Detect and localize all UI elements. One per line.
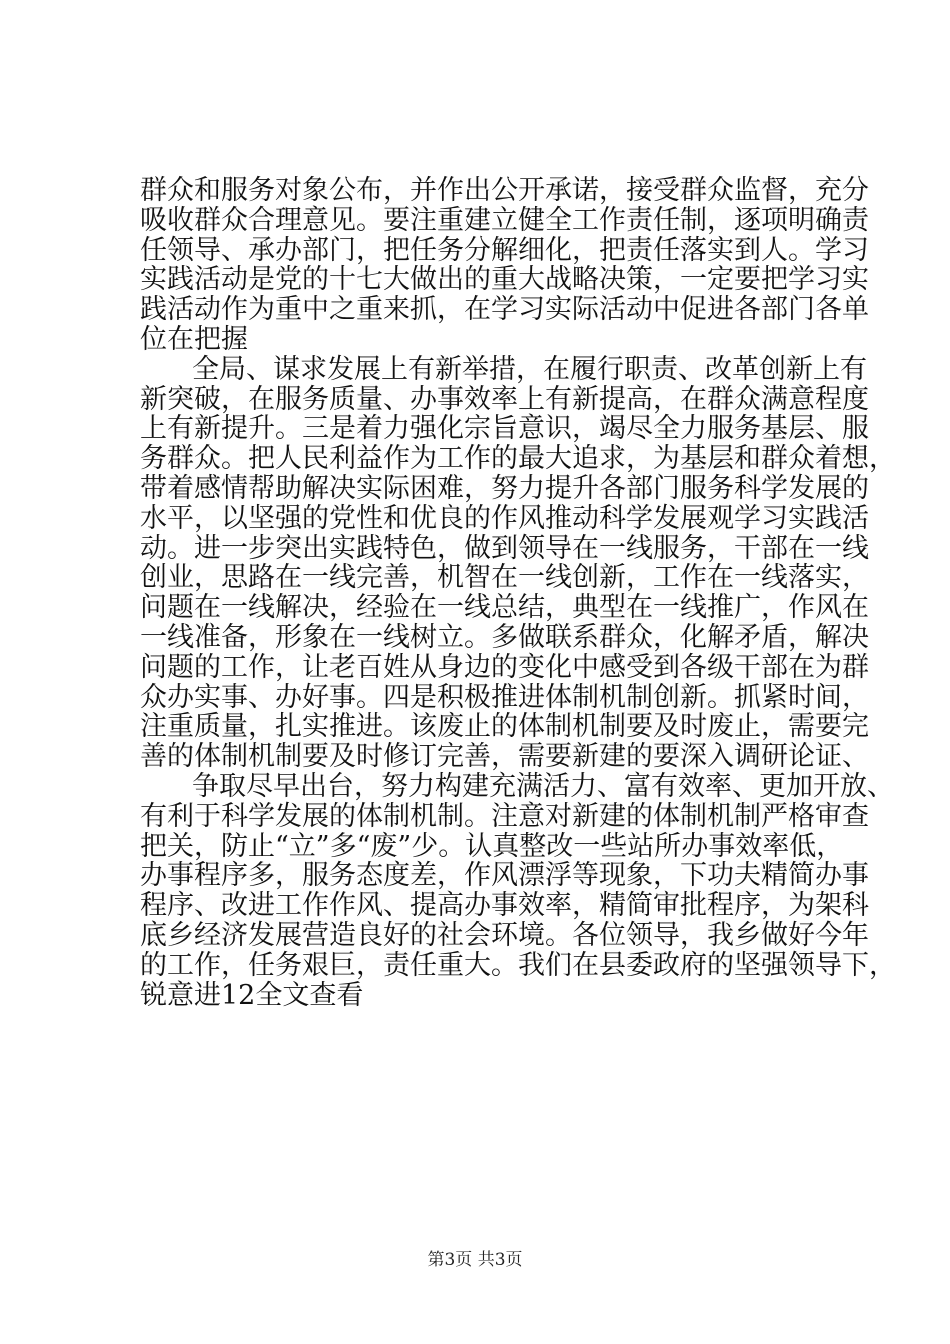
text-line: 动。进一步突出实践特色，做到领导在一线服务，干部在一线 [140, 532, 869, 564]
text-line: 践活动作为重中之重来抓，在学习实际活动中促进各部门各单 [140, 294, 869, 326]
document-body [140, 175, 896, 1011]
text-line: 带着感情帮助解决实际困难，努力提升各部门服务科学发展的 [140, 472, 869, 504]
text-line: 底乡经济发展营造良好的社会环境。各位领导，我乡做好今年 [140, 919, 869, 951]
text-line: 上有新提升。三是着力强化宗旨意识，竭尽全力服务基层、服 [140, 413, 869, 445]
text-line: 群众和服务对象公布，并作出公开承诺，接受群众监督，充分 [140, 175, 869, 206]
text-line: 实践活动是党的十七大做出的重大战略决策，一定要把学习实 [140, 264, 869, 296]
text-line: 注重质量，扎实推进。该废止的体制机制要及时废止，需要完 [140, 711, 869, 743]
text-line: 任领导、承办部门，把任务分解细化，把责任落实到人。学习 [140, 234, 869, 266]
text-line: 有利于科学发展的体制机制。注意对新建的体制机制严格审查 [140, 800, 869, 832]
text-line: 新突破，在服务质量、办事效率上有新提高，在群众满意程度 [140, 383, 869, 415]
text-line: 水平，以坚强的党性和优良的作风推动科学发展观学习实践活 [140, 502, 869, 534]
text-line: 创业，思路在一线完善，机智在一线创新，工作在一线落实， [140, 562, 869, 594]
paragraph [140, 175, 869, 355]
text-line: 把关，防止“立”多“废”少。认真整改一些站所办事效率低， [140, 830, 844, 862]
text-line: 一线准备，形象在一线树立。多做联系群众，化解矛盾，解决 [140, 621, 869, 653]
text-line: 争取尽早出台，努力构建充满活力、富有效率、更加开放、 [192, 770, 894, 802]
text-line: 锐意进12全文查看 [140, 979, 364, 1011]
text-line: 位在把握 [140, 323, 248, 355]
text-line: 善的体制机制要及时修订完善，需要新建的要深入调研论证、 [140, 741, 869, 773]
text-line: 务群众。把人民利益作为工作的最大追求，为基层和群众着想， [140, 443, 896, 475]
text-line: 的工作，任务艰巨，责任重大。我们在县委政府的坚强领导下， [140, 949, 896, 981]
text-line: 问题在一线解决，经验在一线总结，典型在一线推广，作风在 [140, 592, 869, 624]
text-line: 全局、谋求发展上有新举措，在履行职责、改革创新上有 [192, 353, 867, 385]
paragraph [140, 353, 896, 773]
paragraph [140, 770, 896, 1011]
page-footer: 第3页 共3页 [427, 1250, 523, 1270]
text-line: 问题的工作，让老百姓从身边的变化中感受到各级干部在为群 [140, 651, 869, 683]
text-line: 众办实事、办好事。四是积极推进体制机制创新。抓紧时间， [140, 681, 869, 713]
text-line: 办事程序多，服务态度差，作风漂浮等现象，下功夫精简办事 [140, 860, 869, 892]
text-line: 吸收群众合理意见。要注重建立健全工作责任制，逐项明确责 [140, 204, 869, 236]
text-line: 程序、改进工作作风、提高办事效率，精简审批程序，为架科 [140, 890, 869, 922]
